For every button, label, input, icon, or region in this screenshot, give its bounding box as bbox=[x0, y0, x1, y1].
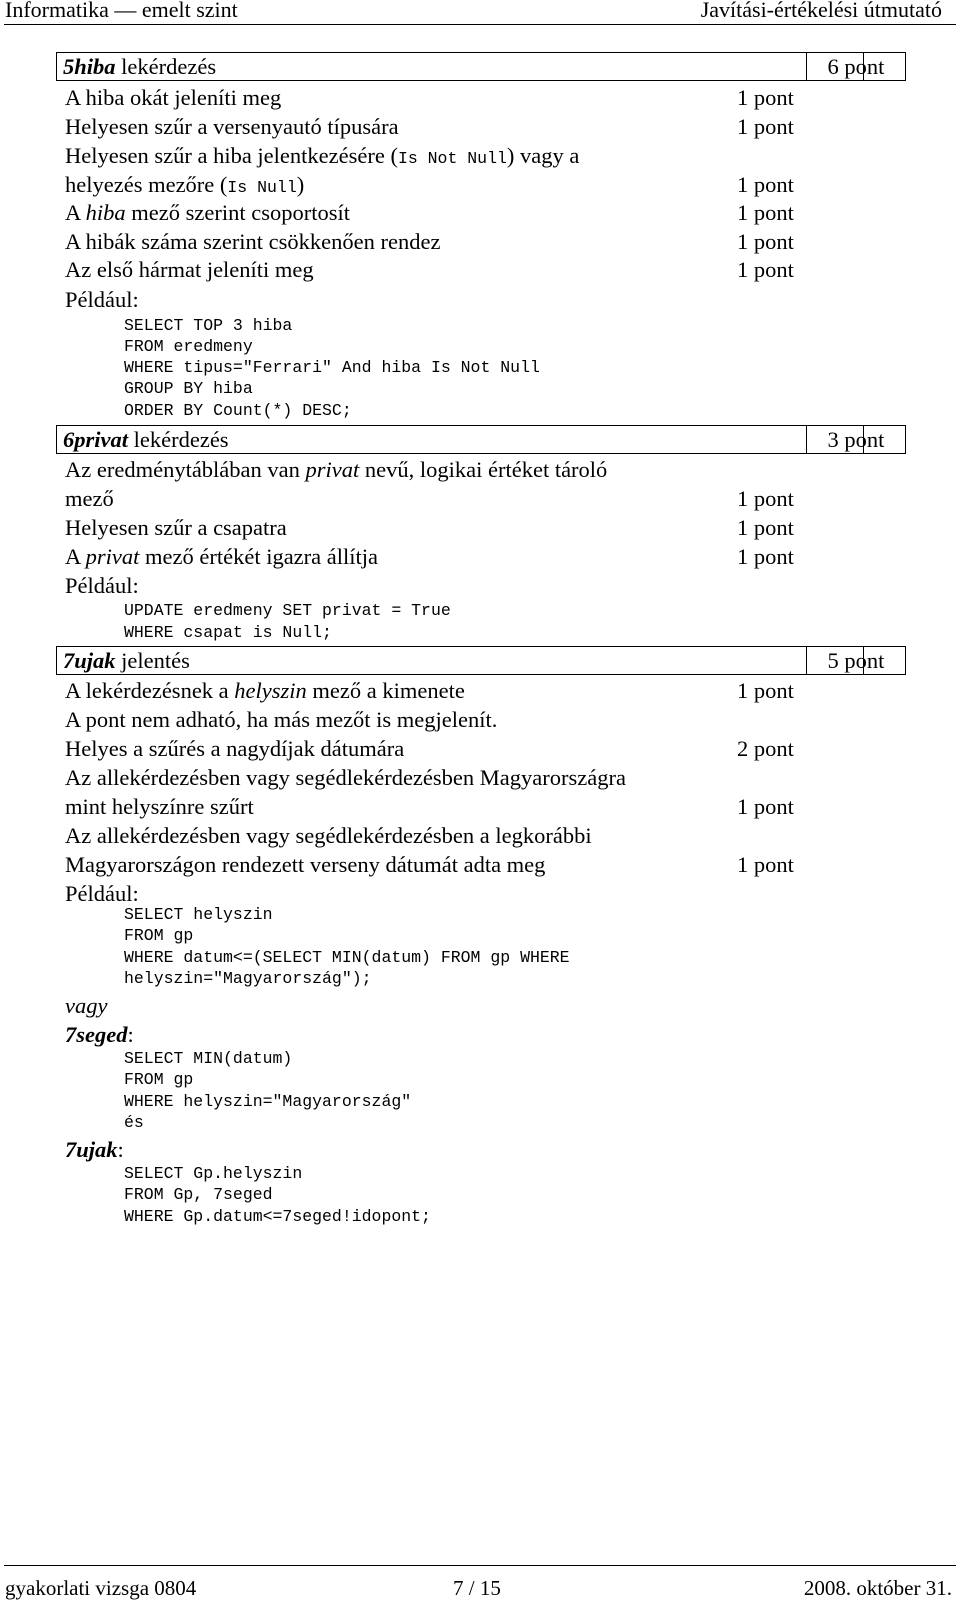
sec6-point-2: 1 pont bbox=[737, 515, 794, 540]
sec7-code1-4: helyszin="Magyarország"); bbox=[124, 969, 372, 988]
sec6-point-3: 1 pont bbox=[737, 544, 794, 569]
sec5-point-4: 1 pont bbox=[737, 200, 794, 225]
section-5hiba-title: 5hiba lekérdezés bbox=[63, 54, 217, 79]
sec5-code-2: FROM eredmeny bbox=[124, 337, 253, 356]
sec7-point-2: 2 pont bbox=[737, 736, 794, 761]
sec6-line-3: Helyesen szűr a csapatra bbox=[65, 515, 287, 540]
sec7-vagy: vagy bbox=[65, 993, 108, 1018]
sec7-code2-3: WHERE helyszin="Magyarország" bbox=[124, 1092, 412, 1111]
sec7-code1-3: WHERE datum<=(SELECT MIN(datum) FROM gp WHERE bbox=[124, 948, 570, 967]
footer-date: 2008. október 31. bbox=[803, 1576, 952, 1600]
sec7-code3-1: SELECT Gp.helyszin bbox=[124, 1164, 303, 1183]
section-7ujak-points: 5 pont bbox=[806, 646, 906, 675]
sec5-line-1: A hiba okát jeleníti meg bbox=[65, 85, 282, 110]
sec6-code-1: UPDATE eredmeny SET privat = True bbox=[124, 601, 451, 620]
sec6-line-1: Az eredménytáblában van privat nevű, logikai értéket tároló bbox=[65, 457, 608, 482]
sec5-line-7: Az első hármat jeleníti meg bbox=[65, 257, 314, 282]
sec7-line-5: mint helyszínre szűrt bbox=[65, 794, 254, 819]
sec5-line-5: A hiba mező szerint csoportosít bbox=[65, 200, 350, 225]
sec5-code-1: SELECT TOP 3 hiba bbox=[124, 316, 293, 335]
sec7-code3-2: FROM Gp, 7seged bbox=[124, 1185, 273, 1204]
sec6-code-2: WHERE csapat is Null; bbox=[124, 623, 332, 642]
sec7-seged-label: 7seged: bbox=[65, 1022, 134, 1047]
sec6-pelda: Például: bbox=[65, 573, 139, 598]
footer-rule bbox=[4, 1565, 956, 1566]
sec7-code3-3: WHERE Gp.datum<=7seged!idopont; bbox=[124, 1207, 431, 1226]
section-7ujak-title: 7ujak jelentés bbox=[63, 648, 190, 673]
sec5-point-5: 1 pont bbox=[737, 229, 794, 254]
sec5-code-4: GROUP BY hiba bbox=[124, 379, 253, 398]
sec5-code-3: WHERE tipus="Ferrari" And hiba Is Not Null bbox=[124, 358, 540, 377]
footer-page-number: 7 / 15 bbox=[453, 1576, 501, 1600]
sec6-line-4: A privat mező értékét igazra állítja bbox=[65, 544, 379, 569]
sec7-line-1: A lekérdezésnek a helyszin mező a kimenete bbox=[65, 678, 465, 703]
sec7-code1-2: FROM gp bbox=[124, 926, 194, 945]
sec6-line-2: mező bbox=[65, 486, 114, 511]
sec7-point-3: 1 pont bbox=[737, 794, 794, 819]
header-left: Informatika — emelt szint bbox=[5, 0, 238, 22]
sec6-point-1: 1 pont bbox=[737, 486, 794, 511]
sec5-point-3: 1 pont bbox=[737, 172, 794, 197]
sec5-code-5: ORDER BY Count(*) DESC; bbox=[124, 401, 352, 420]
sec7-line-3: Helyes a szűrés a nagydíjak dátumára bbox=[65, 736, 405, 761]
sec7-line-7: Magyarországon rendezett verseny dátumát adta meg bbox=[65, 852, 546, 877]
sec7-code2-1: SELECT MIN(datum) bbox=[124, 1049, 293, 1068]
sec5-point-6: 1 pont bbox=[737, 257, 794, 282]
sec5-line-2: Helyesen szűr a versenyautó típusára bbox=[65, 114, 399, 139]
sec7-ujak-label: 7ujak: bbox=[65, 1137, 124, 1162]
sec5-pelda: Például: bbox=[65, 287, 139, 312]
sec7-code1-1: SELECT helyszin bbox=[124, 905, 273, 924]
sec7-code2-4: és bbox=[124, 1113, 144, 1132]
sec7-line-6: Az allekérdezésben vagy segédlekérdezésben a legkorábbi bbox=[65, 823, 592, 848]
sec5-line-6: A hibák száma szerint csökkenően rendez bbox=[65, 229, 441, 254]
sec7-pelda: Például: bbox=[65, 881, 139, 906]
sec5-point-1: 1 pont bbox=[737, 85, 794, 110]
header-rule bbox=[4, 24, 956, 25]
sec7-code2-2: FROM gp bbox=[124, 1070, 194, 1089]
sec7-point-4: 1 pont bbox=[737, 852, 794, 877]
section-6privat-title: 6privat lekérdezés bbox=[63, 427, 229, 452]
section-5hiba-points: 6 pont bbox=[806, 52, 906, 81]
sec5-line-3: Helyesen szűr a hiba jelentkezésére (Is Not Null) vagy a bbox=[65, 143, 580, 168]
sec7-point-1: 1 pont bbox=[737, 678, 794, 703]
sec7-line-2: A pont nem adható, ha más mezőt is megjelenít. bbox=[65, 707, 498, 732]
footer-left: gyakorlati vizsga 0804 bbox=[5, 1576, 197, 1600]
sec5-line-4: helyezés mezőre (Is Null) bbox=[65, 172, 305, 197]
section-6privat-points: 3 pont bbox=[806, 425, 906, 454]
sec7-line-4: Az allekérdezésben vagy segédlekérdezésben Magyarországra bbox=[65, 765, 626, 790]
sec5-point-2: 1 pont bbox=[737, 114, 794, 139]
header-right: Javítási-értékelési útmutató bbox=[700, 0, 942, 22]
